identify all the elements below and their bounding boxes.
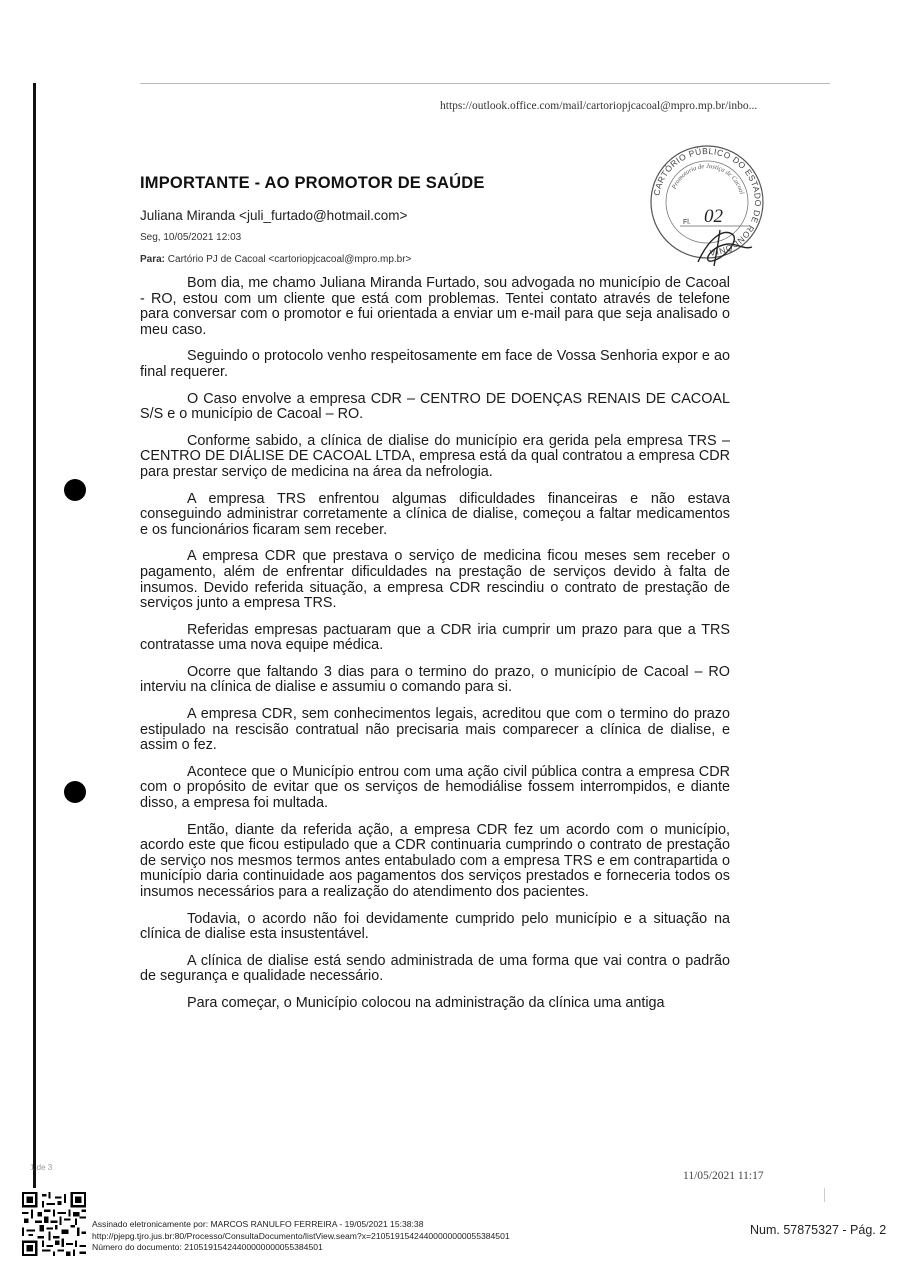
svg-text:Promotoria de Justiça de Cacoa: [670, 163, 745, 195]
stamp-ring-text: CARTÓRIO PÚBLICO DO ESTADO DE RONDÔNIA: [651, 145, 764, 259]
body-paragraph: Acontece que o Município entrou com uma ação civil pública contra a empresa CDR com o propósito de evitar que os serviços de hemodiálise fossem interrompidos, e diante disso, a empresa foi multada.: [140, 763, 730, 812]
email-date: Seg, 10/05/2021 12:03: [140, 232, 242, 243]
top-divider: [140, 83, 830, 84]
electronic-signature-block: [92, 1219, 510, 1254]
body-paragraph: A empresa CDR que prestava o serviço de medicina ficou meses sem receber o pagamento, além de enfrentar dificuldades na prestação de serviços devido à falta de insumos. Devido referida situação, a empresa CDR rescindiu o contrato de prestação de serviços junto a empresa TRS.: [140, 548, 730, 612]
recipient-value[interactable]: Cartório PJ de Cacoal <cartoriopjcacoal@mpro.mp.br>: [167, 254, 412, 265]
page-number: Num. 57875327 - Pág. 2: [750, 1223, 887, 1237]
body-paragraph: Seguindo o protocolo venho respeitosamente em face de Vossa Senhoria expor e ao final requerer.: [140, 348, 730, 380]
body-paragraph: Ocorre que faltando 3 dias para o termino do prazo, o município de Cacoal – RO interviu na clínica de dialise e assumiu o comando para si.: [140, 663, 730, 696]
email-sender[interactable]: Juliana Miranda <juli_furtado@hotmail.com>: [140, 208, 408, 223]
body-paragraph: O Caso envolve a empresa CDR – CENTRO DE DOENÇAS RENAIS DE CACOAL S/S e o município de Cacoal – RO.: [140, 390, 730, 423]
body-paragraph: Para começar, o Município colocou na administração da clínica uma antiga: [187, 994, 665, 1011]
body-paragraph: A empresa TRS enfrentou algumas dificuldades financeiras e não estava conseguindo administrar corretamente a clínica de dialise, começou a faltar medicamentos e os funcionários ficaram sem receber.: [140, 490, 730, 538]
margin-tick: [824, 1188, 825, 1202]
signature-line: Assinado eletronicamente por: MARCOS RANULFO FERREIRA - 19/05/2021 15:38:38: [92, 1219, 424, 1229]
document-number: Número do documento: 21051915424400000000055384501: [92, 1242, 323, 1252]
body-paragraph: Conforme sabido, a clínica de dialise do município era gerida pela empresa TRS – CENTRO DE DIÁLISE DE CACOAL LTDA, empresa está da qual contratou a empresa CDR para prestar serviço de medicina na área da nefrologia.: [140, 432, 730, 480]
signature-url[interactable]: http://pjepg.tjro.jus.br:80/Processo/ConsultaDocumento/listView.seam?x=21051915424400000000055384501: [92, 1230, 510, 1241]
stamp-folha-label: Fl.: [683, 219, 691, 226]
stamp-folha-number: 02: [704, 206, 723, 227]
mail-url[interactable]: https://outlook.office.com/mail/cartoriopjcacoal@mpro.mp.br/inbo...: [440, 100, 758, 112]
left-margin-bar: [33, 83, 36, 1188]
body-paragraph: Referidas empresas pactuaram que a CDR iria cumprir um prazo para que a TRS contratasse uma nova equipe médica.: [140, 621, 730, 654]
body-paragraph: Bom dia, me chamo Juliana Miranda Furtado, sou advogada no município de Cacoal - RO, estou com um cliente que está com problemas. Tentei contato através de telefone para conversar com o promotor e fui orientada a enviar um e-mail para que seja analisado o meu caso.: [140, 275, 730, 338]
punch-hole-icon: [64, 479, 86, 501]
email-recipient: [140, 254, 411, 265]
punch-hole-icon: [64, 781, 86, 803]
email-body: [140, 276, 730, 1023]
body-paragraph: Todavia, o acordo não foi devidamente cumprido pelo município e a situação na clínica de dialise esta insustentável.: [140, 910, 730, 943]
stamp-inner-text: Promotoria de Justiça de Cacoal: [670, 162, 745, 195]
print-date: 11/05/2021 11:17: [683, 1170, 764, 1182]
body-paragraph: Então, diante da referida ação, a empresa CDR fez um acordo com o município, acordo este que ficou estipulado que a CDR continuaria cumprindo o contrato de prestação de serviço nos mesmos termos antes entabulado com a empresa TRS e em contrapartida o município daria continuidade aos pagamentos dos serviços prestados e forneceria todos os insumos necessários para a realização do atendimento dos pacientes.: [140, 821, 730, 900]
qr-code-icon[interactable]: [22, 1192, 86, 1256]
recipient-label: Para:: [140, 254, 166, 265]
notary-stamp: [650, 140, 765, 275]
body-paragraph: A empresa CDR, sem conhecimentos legais, acreditou que com o termino do prazo estipulado na rescisão contratual não precisaria mais comparecer a clínica de dialise, e assim o fez.: [140, 706, 730, 754]
page-mark: 1 de 3: [30, 1163, 53, 1172]
email-subject: IMPORTANTE - AO PROMOTOR DE SAÚDE: [140, 174, 485, 192]
body-paragraph: A clínica de dialise está sendo administrada de uma forma que vai contra o padrão de segurança e qualidade necessário.: [140, 952, 730, 985]
